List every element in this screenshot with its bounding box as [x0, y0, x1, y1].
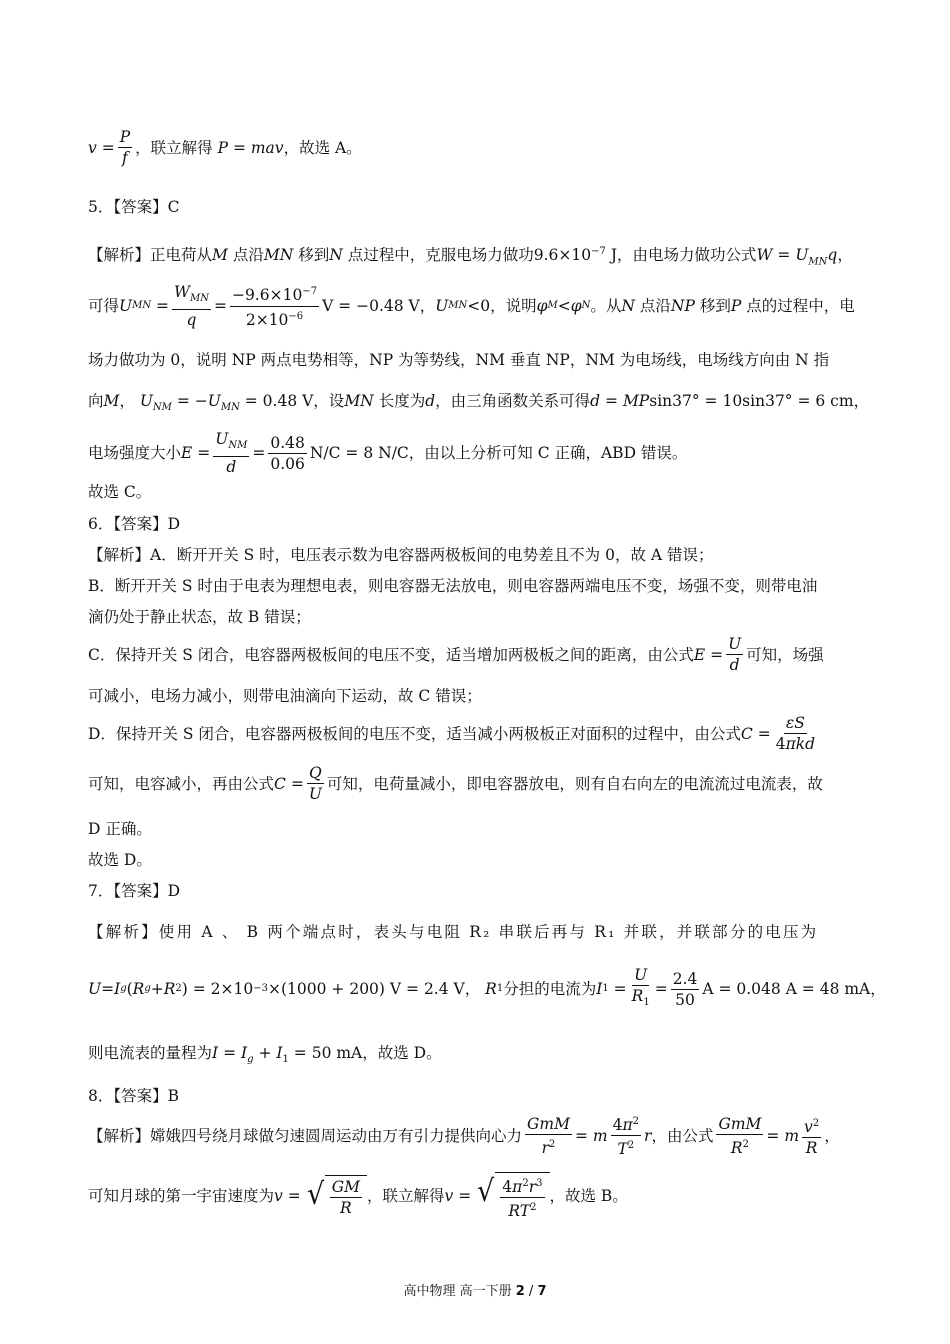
- q7-answer: 7．【答案】D: [88, 882, 181, 900]
- q6-option-b-2: 滴仍处于静止状态，故 B 错误；: [88, 608, 311, 626]
- q5-answer: 5．【答案】C: [88, 198, 180, 216]
- q8-line2: 可知月球的第一宇宙速度为 v = √ $\frac{GM}{R}$ ，联立解得 v = √ $\frac{4\pi^2r^3}{RT^2}$ ，故选 B。: [88, 1174, 628, 1221]
- q5-line3: 场力做功为 0，说明 NP 两点电势相等，NP 为等势线，NM 垂直 NP，NM 为电场线，电场线方向由 N 指: [88, 351, 830, 369]
- q6-answer: 6．【答案】D: [88, 515, 181, 533]
- q5-conclusion: 故选 C。: [88, 483, 152, 501]
- q6-option-d-1: D．保持开关 S 闭合，电容器两极板间的电压不变，适当减小两极板正对面积的过程中，由公式 C = $\frac{\varepsilon S}{\text{4πkd}}$: [88, 714, 816, 753]
- q7-line1: 【解析】使用 A 、 B 两个端点时，表头与电阻 R₂ 串联后再与 R₁ 并联，并联部分的电压为: [88, 923, 819, 941]
- q6-conclusion: 故选 D。: [88, 851, 152, 869]
- q6-option-b-1: B．断开开关 S 时由于电表为理想电表，则电容器无法放电，则电容器两端电压不变，场强不变，则带电油: [88, 577, 818, 595]
- q6-option-c-2: 可减小，电场力减小，则带电油滴向下运动，故 C 错误；: [88, 687, 482, 705]
- q5-line4: 向M， $U_{NM} = -U_{MN} = 0.48$ V，设MN 长度为d，由三角函数关系可得d = MPsin37° = 10sin37° = 6 cm，: [88, 392, 870, 414]
- q4-conclusion: v = $\frac{P}{f}$ ，联立解得 P = mav ，故选 A。: [88, 128, 362, 167]
- q6-option-d-3: D 正确。: [88, 820, 152, 838]
- page-footer: 高中物理 高一下册 2 / 7: [403, 1284, 547, 1299]
- q6-option-d-2: 可知，电容减小，再由公式 C = $\frac{Q}{U}$ 可知，电荷量减小，即电容器放电，则有自右向左的电流流过电流表，故: [88, 764, 823, 803]
- q7-line2: U = I g ( R g + R 2 ) = 2×10 −3 ×(1000 + 200) V = 2.4 V， R 1 分担的电流为 I 1 = $\frac{U}{R_1}$ = $\frac{2.4}{50}$ A = 0.048 A = 48 mA，: [88, 966, 886, 1009]
- q6-option-c-1: C．保持开关 S 闭合，电容器两极板间的电压不变，适当增加两极板之间的距离，由公式 E = $\frac{U}{d}$ 可知，场强: [88, 635, 824, 674]
- q5-line2: 可得 U MN = $\frac{W_{MN}}{q}$ = $\frac{-9.6\times 10^{-7}}{2\times 10^{-6}}$ V = −0.48 V， U MN <0，说明 φ M < φ N 。从 N 点沿 NP 移到 P 点的过程中，电: [88, 283, 855, 330]
- q8-line1: 【解析】嫦娥四号绕月球做匀速圆周运动由万有引力提供向心力 $\frac{\text{GmM}}{r^2}$ = m $\frac{4\pi^2}{T^2}$ r ，由公式 $\frac{\text{GmM}}{R^2}$ = m $\frac{v^2}{R}$ ，: [88, 1114, 840, 1159]
- sqrt-gm-r: √ $\frac{GM}{R}$: [306, 1175, 367, 1217]
- q6-option-a: 【解析】A．断开开关 S 时，电压表示数为电容器两极板间的电势差且不为 0，故 A 错误；: [88, 546, 714, 564]
- q7-line3: 则电流表的量程为$I = I_g + I_1 = 50$ mA，故选 D。: [88, 1044, 442, 1066]
- sqrt-result: √ $\frac{4\pi^2r^3}{RT^2}$: [476, 1172, 549, 1220]
- q5-line1: 【解析】正电荷从M 点沿MN 移到N 点过程中，克服电场力做功$9.6\times 10^{-7}$ J，由电场力做功公式$W = U_{MN}q$，: [88, 246, 853, 268]
- q5-line5: 电场强度大小 E = $\frac{U_{NM}}{d}$ = $\frac{0.48}{0.06}$ N/C = 8 N/C，由以上分析可知 C 正确，ABD 错误。: [88, 430, 688, 477]
- q8-answer: 8．【答案】B: [88, 1087, 180, 1105]
